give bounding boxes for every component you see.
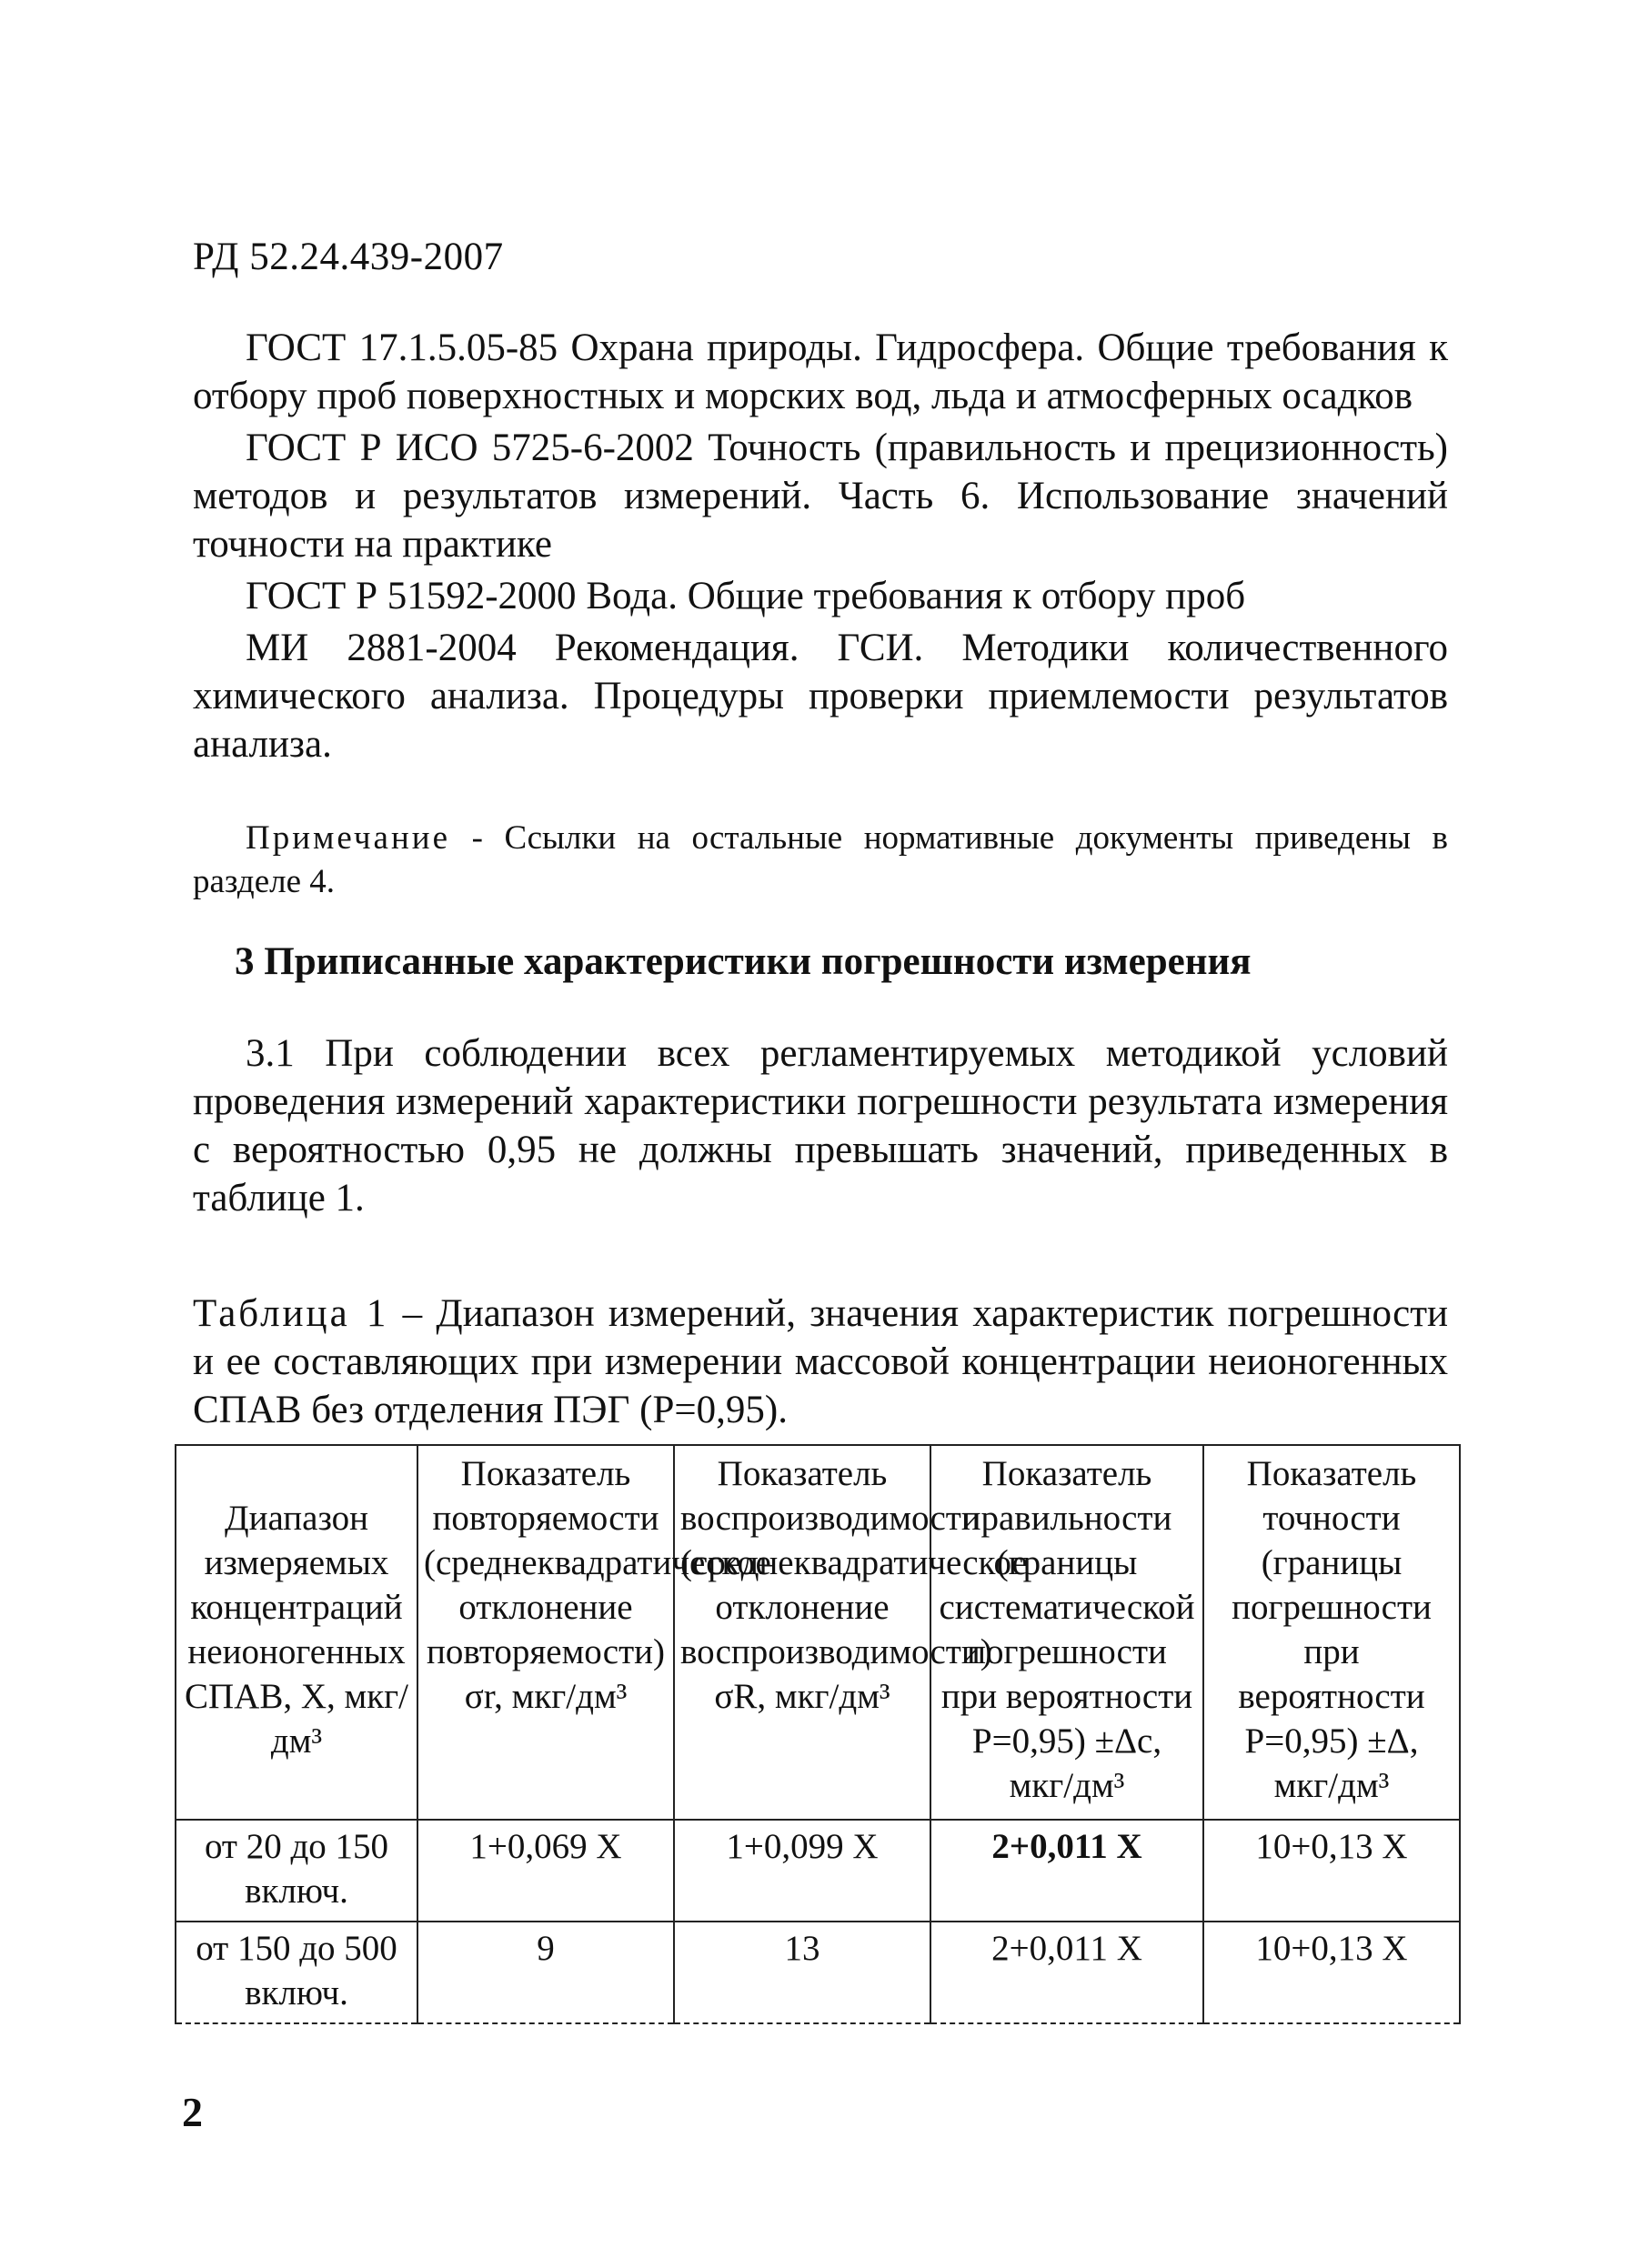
normative-references (193, 324, 1448, 772)
table-cell: 2+0,011 Х (930, 1820, 1203, 1922)
table-header-cell: Диапазон измеряемых концентраций неионогенных СПАВ, Х, мкг/дм³ (176, 1445, 417, 1820)
table-cell: от 150 до 500 включ. (176, 1922, 417, 2023)
table-cell: 1+0,069 Х (417, 1820, 674, 1922)
table-cell: 13 (674, 1922, 930, 2023)
table-cell: 10+0,13 Х (1203, 1922, 1460, 2023)
reference-code: ГОСТ Р ИСО 5725-6-2002 (246, 427, 694, 469)
table-header-cell: Показатель воспроизводимости (среднеквадратическое отклонение воспроизводимости) σR, мкг/дм³ (674, 1445, 930, 1820)
section-title: 3 Приписанные характеристики погрешности измерения (235, 940, 1252, 983)
reference-text: Точность (правильность и прецизионность) методов и результатов измерений. Часть 6. Использование значений точности на практике (193, 427, 1448, 566)
error-characteristics-table (175, 1444, 1461, 2024)
table-row (176, 1820, 1460, 1922)
reference-item (193, 324, 1448, 420)
reference-code: МИ 2881-2004 (246, 627, 517, 669)
table-cell: 10+0,13 Х (1203, 1820, 1460, 1922)
table-cell: от 20 до 150 включ. (176, 1820, 417, 1922)
table-row (176, 1922, 1460, 2023)
note-label: Примечание (246, 819, 450, 857)
reference-code: ГОСТ 17.1.5.05-85 (246, 326, 558, 369)
note-text: - Ссылки на остальные нормативные документы приведены в разделе 4. (193, 819, 1448, 900)
table-header-cell: Показатель правильности (границы систематической погрешности при вероятности Р=0,95) ±Δс, мкг/дм³ (930, 1445, 1203, 1820)
section-paragraph: 3.1 При соблюдении всех регламентируемых методикой условий проведения измерений характеристики погрешности результата измерения с вероятностью 0,95 не должны превышать значений, приведенных в таблице 1. (193, 1032, 1448, 1219)
reference-item (193, 624, 1448, 768)
table-header-row (176, 1445, 1460, 1820)
table-caption (193, 1290, 1448, 1434)
table-cell: 1+0,099 Х (674, 1820, 930, 1922)
table-caption-text: – Диапазон измерений, значения характеристик погрешности и ее составляющих при измерении массовой концентрации неионогенных СПАВ без отделения ПЭГ (Р=0,95). (193, 1292, 1448, 1431)
page-number: 2 (182, 2089, 203, 2135)
reference-item (193, 424, 1448, 568)
table-cell: 2+0,011 Х (930, 1922, 1203, 2023)
reference-text: Охрана природы. Гидросфера. Общие требования к отбору проб поверхностных и морских вод, льда и атмосферных осадков (193, 326, 1448, 417)
reference-text: Вода. Общие требования к отбору проб (586, 575, 1246, 617)
reference-text: Рекомендация. ГСИ. Методики количественного химического анализа. Процедуры проверки приемлемости результатов анализа. (193, 627, 1449, 766)
reference-item (193, 572, 1448, 620)
table-caption-label: Таблица 1 (193, 1292, 389, 1335)
table-header-cell: Показатель повторяемости (среднеквадратическое отклонение повторяемости) σr, мкг/дм³ (417, 1445, 674, 1820)
note (193, 817, 1448, 904)
table-cell: 9 (417, 1922, 674, 2023)
table-header-cell: Показатель точности (границы погрешности при вероятности Р=0,95) ±Δ, мкг/дм³ (1203, 1445, 1460, 1820)
reference-code: ГОСТ Р 51592-2000 (246, 575, 577, 617)
document-code: РД 52.24.439-2007 (193, 236, 504, 278)
